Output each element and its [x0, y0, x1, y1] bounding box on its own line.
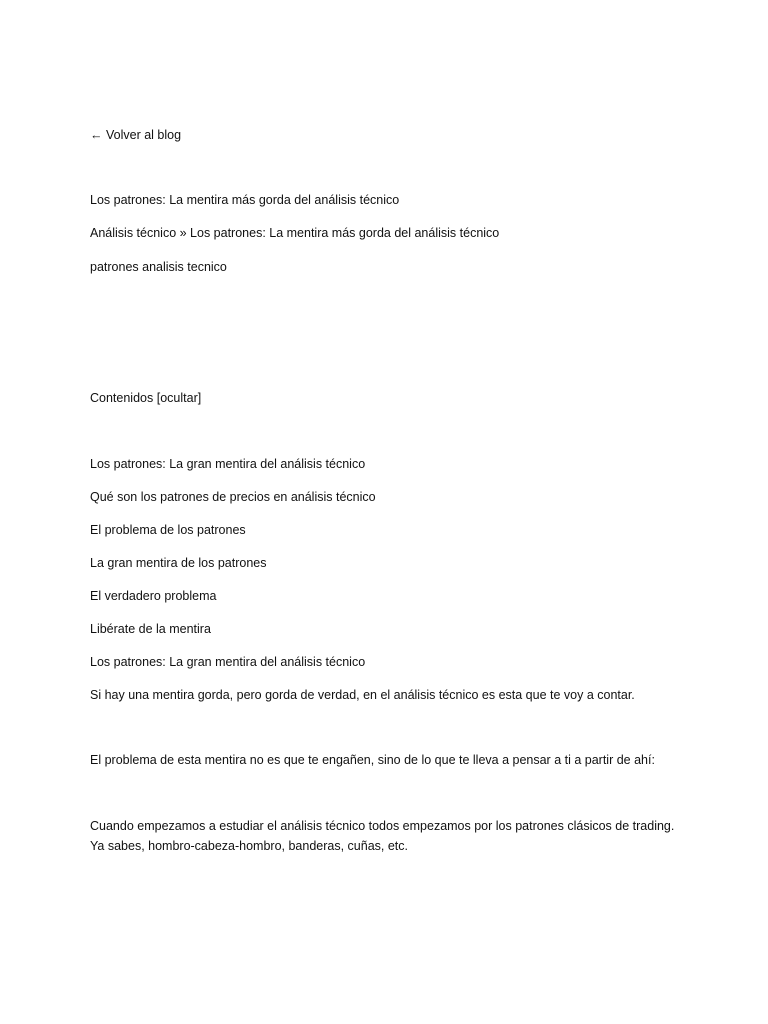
toc-item[interactable]: Los patrones: La gran mentira del análisis técnico [90, 457, 366, 471]
breadcrumb: Análisis técnico » Los patrones: La mentira más gorda del análisis técnico [90, 226, 500, 240]
article-paragraph: Si hay una mentira gorda, pero gorda de verdad, en el análisis técnico es esta que te voy a contar. [90, 688, 635, 702]
toc-heading: Contenidos [90, 391, 154, 405]
featured-image-alt-text: patrones analisis tecnico [90, 260, 227, 274]
arrow-left-icon: ← [90, 128, 103, 142]
back-to-blog-link[interactable] [90, 126, 181, 144]
toc-toggle-button[interactable]: [ocultar] [156, 391, 202, 405]
back-link-label: Volver al blog [105, 128, 182, 142]
toc-item[interactable]: Libérate de la mentira [90, 622, 211, 636]
article-paragraph: Cuando empezamos a estudiar el análisis técnico todos empezamos por los patrones clásicos de trading. Ya sabes, hombro-cabeza-hombro, banderas, cuñas, etc. [90, 819, 675, 853]
toc-item[interactable]: El problema de los patrones [90, 523, 246, 537]
section-heading: Los patrones: La gran mentira del análisis técnico [90, 655, 366, 669]
toc-item[interactable]: El verdadero problema [90, 589, 217, 603]
article-paragraph: El problema de esta mentira no es que te engañen, sino de lo que te lleva a pensar a ti a partir de ahí: [90, 753, 655, 767]
toc-item[interactable]: La gran mentira de los patrones [90, 556, 267, 570]
table-of-contents-header [90, 389, 201, 407]
page-title: Los patrones: La mentira más gorda del análisis técnico [90, 193, 400, 207]
toc-item[interactable]: Qué son los patrones de precios en análisis técnico [90, 490, 376, 504]
